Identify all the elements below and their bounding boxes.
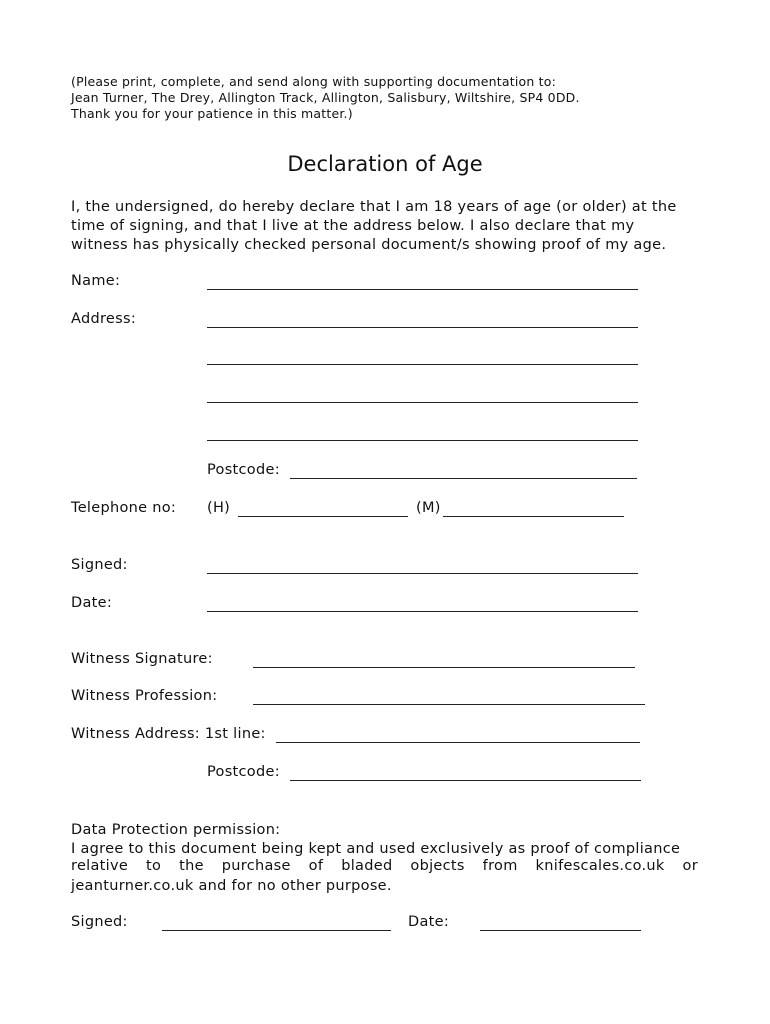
data-protection-heading: Data Protection permission: <box>71 822 281 838</box>
consent-signed-label: Signed: <box>71 914 128 930</box>
address-field-line-2[interactable] <box>207 364 638 365</box>
witness-signature-field[interactable] <box>253 667 635 668</box>
address-field-line-4[interactable] <box>207 440 638 441</box>
mobile-phone-field[interactable] <box>443 516 624 517</box>
witness-postcode-label: Postcode: <box>207 764 280 780</box>
intro-line-2: Jean Turner, The Drey, Allington Track, Allington, Salisbury, Wiltshire, SP4 0DD. <box>71 90 580 105</box>
witness-postcode-field[interactable] <box>290 780 641 781</box>
declaration-line-2: time of signing, and that I live at the address below. I also declare that my <box>71 218 635 234</box>
name-label: Name: <box>71 273 121 289</box>
postcode-field[interactable] <box>290 478 637 479</box>
data-protection-line-3: jeanturner.co.uk and for no other purpose. <box>71 878 392 894</box>
home-phone-field[interactable] <box>238 516 408 517</box>
address-field-line-3[interactable] <box>207 402 638 403</box>
address-label: Address: <box>71 311 137 327</box>
mobile-phone-label: (M) <box>416 500 441 516</box>
date-field[interactable] <box>207 611 638 612</box>
page-title: Declaration of Age <box>287 152 483 176</box>
witness-signature-label: Witness Signature: <box>71 651 213 667</box>
intro-line-3: Thank you for your patience in this matter.) <box>71 106 353 121</box>
declaration-line-3: witness has physically checked personal document/s showing proof of my age. <box>71 237 667 253</box>
declaration-line-1: I, the undersigned, do hereby declare that I am 18 years of age (or older) at the <box>71 199 677 215</box>
postcode-label: Postcode: <box>207 462 280 478</box>
data-protection-line-2: relative to the purchase of bladed objects from knifescales.co.uk or <box>71 858 698 874</box>
consent-date-label: Date: <box>408 914 450 930</box>
witness-address-label: Witness Address: 1st line: <box>71 726 266 742</box>
name-field[interactable] <box>207 289 638 290</box>
date-label: Date: <box>71 595 113 611</box>
address-field-line-1[interactable] <box>207 327 638 328</box>
home-phone-label: (H) <box>207 500 231 516</box>
witness-address-field[interactable] <box>276 742 640 743</box>
signature-field[interactable] <box>207 573 638 574</box>
data-protection-line-1: I agree to this document being kept and used exclusively as proof of compliance <box>71 841 681 857</box>
witness-profession-field[interactable] <box>253 704 645 705</box>
consent-date-field[interactable] <box>480 930 641 931</box>
witness-profession-label: Witness Profession: <box>71 688 218 704</box>
telephone-label: Telephone no: <box>71 500 177 516</box>
consent-signature-field[interactable] <box>162 930 391 931</box>
intro-line-1: (Please print, complete, and send along with supporting documentation to: <box>71 74 556 89</box>
signed-label: Signed: <box>71 557 128 573</box>
